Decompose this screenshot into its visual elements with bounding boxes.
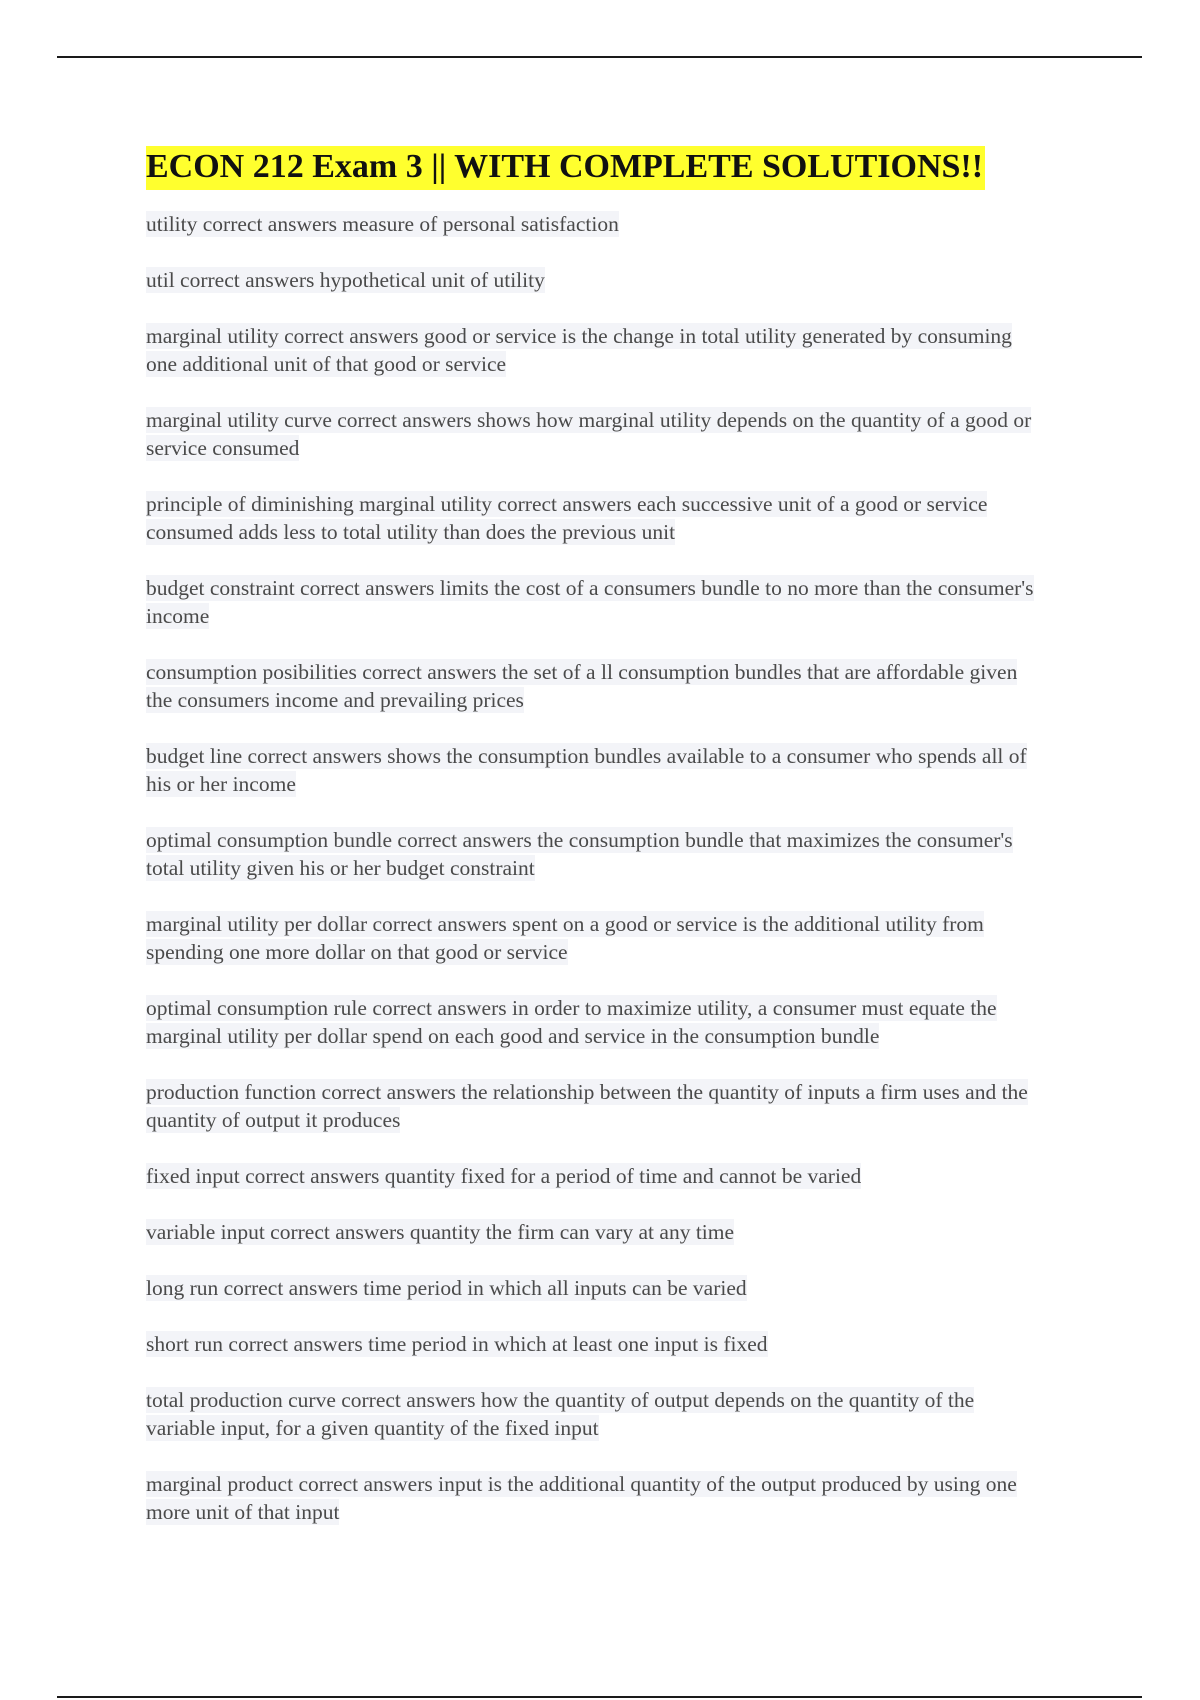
definition-text: optimal consumption rule correct answers in order to maximize utility, a consumer must equate the marginal utility per dollar spend on each good and service in the consumption bundle <box>146 996 997 1048</box>
top-divider <box>57 56 1142 58</box>
definition-item <box>146 910 1046 966</box>
page-title: ECON 212 Exam 3 || WITH COMPLETE SOLUTIONS!! <box>146 146 985 190</box>
definition-text: marginal utility per dollar correct answers spent on a good or service is the additional utility from spending one more dollar on that good or service <box>146 912 984 964</box>
definition-text: fixed input correct answers quantity fixed for a period of time and cannot be varied <box>146 1164 862 1188</box>
definition-text: production function correct answers the relationship between the quantity of inputs a firm uses and the quantity of output it produces <box>146 1080 1028 1132</box>
definition-item <box>146 826 1046 882</box>
definition-text: optimal consumption bundle correct answers the consumption bundle that maximizes the consumer's total utility given his or her budget constraint <box>146 828 1013 880</box>
definition-item <box>146 1078 1046 1134</box>
definition-item <box>146 406 1046 462</box>
definition-item <box>146 210 1046 238</box>
definition-item <box>146 658 1046 714</box>
definition-text: long run correct answers time period in which all inputs can be varied <box>146 1276 747 1300</box>
definition-list <box>146 210 1046 1526</box>
definition-text: variable input correct answers quantity the firm can vary at any time <box>146 1220 735 1244</box>
document-page <box>146 146 1046 1554</box>
definition-text: budget constraint correct answers limits the cost of a consumers bundle to no more than the consumer's income <box>146 576 1034 628</box>
definition-item <box>146 322 1046 378</box>
definition-item <box>146 1274 1046 1302</box>
definition-text: total production curve correct answers how the quantity of output depends on the quantity of the variable input, for a given quantity of the fixed input <box>146 1388 975 1440</box>
definition-item <box>146 994 1046 1050</box>
definition-text: principle of diminishing marginal utility correct answers each successive unit of a good or service consumed adds less to total utility than does the previous unit <box>146 492 988 544</box>
definition-text: marginal utility correct answers good or service is the change in total utility generated by consuming one additional unit of that good or service <box>146 324 1012 376</box>
definition-item <box>146 742 1046 798</box>
definition-text: util correct answers hypothetical unit of utility <box>146 268 545 292</box>
definition-item <box>146 574 1046 630</box>
definition-text: consumption posibilities correct answers the set of a ll consumption bundles that are affordable given the consumers income and prevailing prices <box>146 660 1018 712</box>
definition-item <box>146 1218 1046 1246</box>
definition-item <box>146 1386 1046 1442</box>
definition-text: utility correct answers measure of personal satisfaction <box>146 212 619 236</box>
definition-text: short run correct answers time period in which at least one input is fixed <box>146 1332 768 1356</box>
definition-item <box>146 1162 1046 1190</box>
definition-text: marginal utility curve correct answers shows how marginal utility depends on the quantity of a good or service consumed <box>146 408 1032 460</box>
definition-item <box>146 1330 1046 1358</box>
definition-text: marginal product correct answers input is the additional quantity of the output produced by using one more unit of that input <box>146 1472 1017 1524</box>
bottom-divider <box>57 1696 1142 1698</box>
definition-item <box>146 1470 1046 1526</box>
definition-item <box>146 490 1046 546</box>
definition-item <box>146 266 1046 294</box>
definition-text: budget line correct answers shows the consumption bundles available to a consumer who spends all of his or her income <box>146 744 1027 796</box>
